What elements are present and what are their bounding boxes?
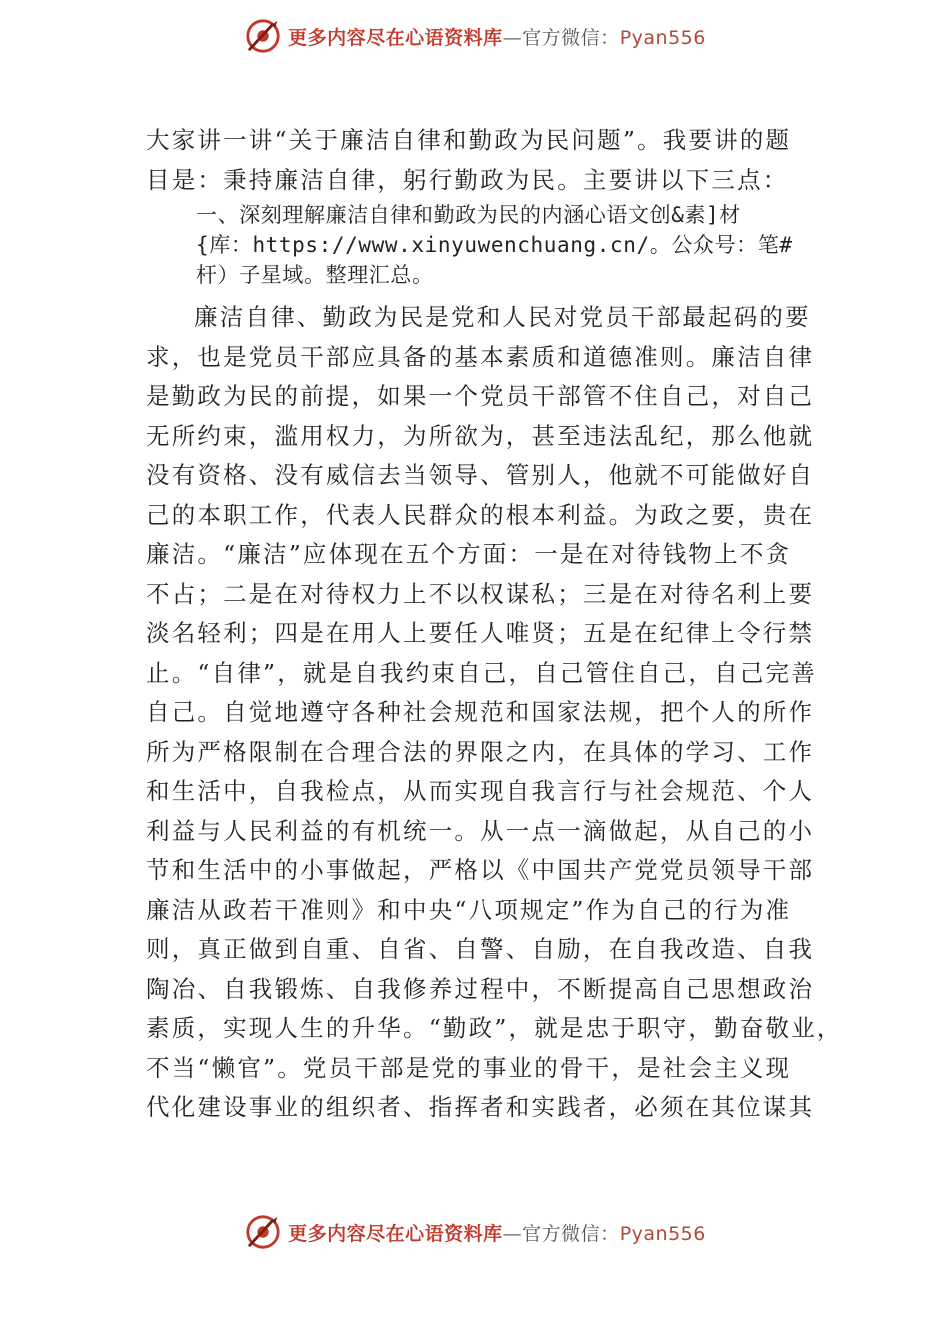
banner-dash: — <box>502 26 523 49</box>
text-line: 没有资格、没有威信去当领导、管别人，他就不可能做好自 <box>146 461 815 489</box>
banner-official-label: 官方微信： <box>522 26 620 49</box>
text-line: 无所约束，滥用权力，为所欲为，甚至违法乱纪，那么他就 <box>146 421 815 450</box>
brand-logo-icon <box>244 1213 282 1251</box>
body-paragraph <box>146 298 843 1128</box>
text-line: 和生活中，自我检点，从而实现自我言行与社会规范、个人 <box>146 777 815 805</box>
intro-paragraph <box>146 121 810 200</box>
text-line: 自己。自觉地遵守各种社会规范和国家法规，把个人的所作 <box>146 698 815 726</box>
banner-wechat-id: Pyan556 <box>619 26 706 49</box>
text-line: 代化建设事业的组织者、指挥者和实践者，必须在其位谋其 <box>146 1093 815 1121</box>
text-line: 淡名轻利；四是在用人上要任人唯贤；五是在纪律上令行禁 <box>146 619 815 647</box>
text-line: 不占；二是在对待权力上不以权谋私；三是在对待名利上要 <box>146 579 815 608</box>
text-line: 大家讲一讲“关于廉洁自律和勤政为民问题”。我要讲的题 <box>146 126 792 154</box>
section-heading <box>146 200 810 290</box>
text-line: 目是：秉持廉洁自律，躬行勤政为民。主要讲以下三点： <box>146 165 789 194</box>
text-line: 求，也是党员干部应具备的基本素质和道德准则。廉洁自律 <box>146 342 815 371</box>
brand-logo-icon <box>244 17 282 55</box>
text-line: 己的本职工作，代表人民群众的根本利益。为政之要，贵在 <box>146 500 815 529</box>
header-banner <box>0 14 950 58</box>
text-line: 利益与人民利益的有机统一。从一点一滴做起，从自己的小 <box>146 816 815 845</box>
heading-line: 杆）子星域。整理汇总。 <box>196 263 434 287</box>
text-line: 则，真正做到自重、自省、自警、自励，在自我改造、自我 <box>146 935 815 963</box>
heading-line: 一、深刻理解廉洁自律和勤政为民的内涵心语文创&素]材 <box>196 203 741 227</box>
banner-brand: 更多内容尽在心语资料库 <box>288 1222 503 1245</box>
text-line: 廉洁从政若干准则》和中央“八项规定”作为自己的行为准 <box>146 895 792 924</box>
text-line: 节和生活中的小事做起，严格以《中国共产党党员领导干部 <box>146 856 815 884</box>
text-line: 所为严格限制在合理合法的界限之内，在具体的学习、工作 <box>146 737 815 766</box>
text-line: 是勤政为民的前提，如果一个党员干部管不住自己，对自己 <box>146 382 815 410</box>
heading-line: {库：https://www.xinyuwenchuang.cn/。公众号：笔# <box>196 233 793 257</box>
banner-official-label: 官方微信： <box>522 1222 620 1245</box>
text-line: 素质，实现人生的升华。“勤政”，就是忠于职守，勤奋敬业， <box>146 1014 843 1042</box>
footer-banner <box>0 1210 950 1254</box>
banner-dash: — <box>502 1222 523 1245</box>
text-line: 廉洁。“廉洁”应体现在五个方面：一是在对待钱物上不贪 <box>146 540 792 568</box>
banner-brand: 更多内容尽在心语资料库 <box>288 26 503 49</box>
banner-wechat-id: Pyan556 <box>619 1222 706 1245</box>
text-line: 廉洁自律、勤政为民是党和人民对党员干部最起码的要 <box>194 303 811 331</box>
text-line: 不当“懒官”。党员干部是党的事业的骨干，是社会主义现 <box>146 1053 792 1082</box>
text-line: 止。“自律”，就是自我约束自己，自己管住自己，自己完善 <box>146 658 817 687</box>
text-line: 陶冶、自我锻炼、自我修养过程中，不断提高自己思想政治 <box>146 974 815 1003</box>
document-body <box>146 121 843 1128</box>
